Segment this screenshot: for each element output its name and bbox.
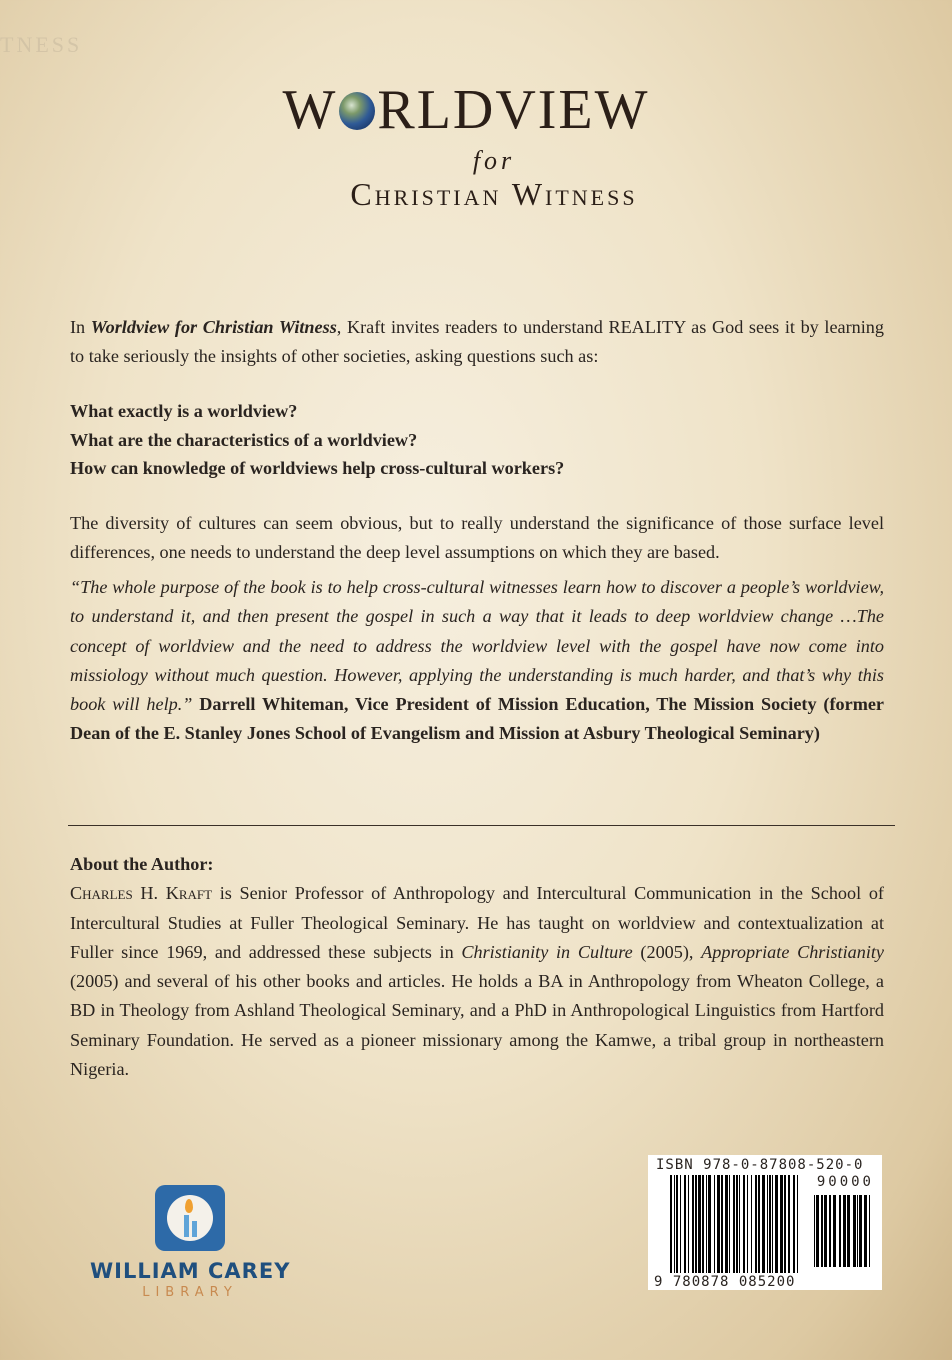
barcode-bar: [775, 1175, 778, 1273]
barcode-bar: [839, 1195, 841, 1267]
barcode-bar: [847, 1195, 850, 1267]
book-title: [0, 78, 942, 142]
barcode-bar: [816, 1195, 819, 1267]
barcode-bar: [684, 1175, 686, 1273]
barcode-bar: [780, 1175, 783, 1273]
barcode-bar: [833, 1195, 836, 1267]
barcode-bar: [733, 1175, 735, 1273]
barcode-bar: [853, 1195, 856, 1267]
barcode-bar: [788, 1175, 790, 1273]
intro-paragraph: In Worldview for Christian Witness, Kraft invites readers to understand REALITY as God sees it by learning to take seriously the insights of other societies, asking questions such as:: [70, 317, 884, 366]
barcode-bar: [702, 1175, 704, 1273]
barcode-bar: [714, 1175, 715, 1273]
about-heading: About the Author:: [70, 854, 214, 874]
barcode-bar: [670, 1175, 672, 1273]
barcode-bar: [784, 1175, 786, 1273]
candle-logo-icon: [155, 1185, 225, 1251]
question: What exactly is a worldview?: [70, 401, 298, 421]
barcode-bar: [857, 1195, 858, 1267]
publisher-name: WILLIAM CAREY: [90, 1259, 291, 1283]
barcode-bar: [859, 1195, 862, 1267]
isbn-barcode: [648, 1155, 882, 1290]
barcode-bar: [814, 1195, 815, 1267]
endorsement: [70, 573, 884, 749]
globe-icon: [339, 92, 375, 130]
author-name: Charles H. Kraft: [70, 883, 213, 904]
title-rest: RLDVIEW: [377, 79, 650, 141]
publisher-logo: [90, 1185, 290, 1300]
barcode-bar: [688, 1175, 689, 1273]
barcode-bar: [821, 1195, 823, 1267]
book-subtitle: Christian Witness: [350, 176, 638, 212]
barcode-bar: [869, 1195, 870, 1267]
barcode-bar: [729, 1175, 730, 1273]
barcode-bar: [758, 1175, 760, 1273]
barcode-bar: [708, 1175, 711, 1273]
barcode-bar: [762, 1175, 765, 1273]
barcode-bar: [769, 1175, 771, 1273]
barcode-bar: [695, 1175, 697, 1273]
barcode-bar: [706, 1175, 707, 1273]
barcode-bar: [864, 1195, 867, 1267]
barcode-bar: [829, 1195, 831, 1267]
diversity-paragraph: The diversity of cultures can seem obvious, but to really understand the significance of those surface level differences, one needs to understand the deep level assumptions on which they are based.: [70, 513, 884, 562]
barcode-bar: [767, 1175, 768, 1273]
endorsement-attribution: Darrell Whiteman, Vice President of Mission Education, The Mission Society (former Dean of the E. Stanley Jones School of Evangelism and Mission at Asbury Theological Seminary): [70, 694, 885, 744]
barcode-bar: [793, 1175, 795, 1273]
price-bars: [814, 1195, 874, 1267]
divider: [68, 825, 895, 826]
question: How can knowledge of worldviews help cross-cultural workers?: [70, 458, 565, 478]
barcode-bar: [692, 1175, 694, 1273]
isbn-text: ISBN 978-0-87808-520-0: [656, 1157, 864, 1173]
barcode-bar: [743, 1175, 745, 1273]
barcode-bar: [843, 1195, 846, 1267]
question: What are the characteristics of a worldview?: [70, 429, 418, 450]
barcode-digits: 9 780878 085200: [654, 1274, 796, 1290]
price-code: 90000: [816, 1174, 874, 1190]
barcode-bar: [772, 1175, 773, 1273]
title-initial: W: [282, 79, 338, 141]
barcode-bars: [670, 1175, 800, 1273]
publisher-sub: LIBRARY: [142, 1285, 238, 1300]
barcode-bar: [676, 1175, 678, 1273]
barcode-bar: [751, 1175, 752, 1273]
barcode-bar: [797, 1175, 798, 1273]
barcode-bar: [674, 1175, 675, 1273]
endorsement-quote: “The whole purpose of the book is to help cross-cultural witnesses learn how to discover a people’s worldview, to understand it, and then present the gospel in such a way that it leads to deep worldview change …The concept of worldview and the need to address the worldview level with the gospel have now come into missiology without much question. However, applying the understanding is much harder, and that’s why this book will help.”: [70, 577, 884, 715]
barcode-bar: [725, 1175, 728, 1273]
barcode-bar: [680, 1175, 681, 1273]
title-for: for: [472, 146, 516, 175]
barcode-bar: [717, 1175, 720, 1273]
barcode-bar: [739, 1175, 740, 1273]
barcode-bar: [747, 1175, 748, 1273]
barcode-bar: [736, 1175, 738, 1273]
barcode-bar: [721, 1175, 723, 1273]
about-author: About the Author: Charles H. Kraft is Senior Professor of Anthropology and Intercultural Communication in the School of Intercultural Studies at Fuller Theological Seminary. He has taught on worldview and contextualization at Fuller since 1969, and addressed these subjects in Christianity in Culture (2005), Appropriate Christianity (2005) and several of his other books and articles. He holds a BA in Anthropology from Wheaton College, a BD in Theology from Ashland Theological Seminary, and a PhD in Anthropological Linguistics from Hartford Seminary Foundation. He served as a pioneer missionary among the Kamwe, a tribal group in northeastern Nigeria.: [70, 850, 884, 1084]
question-list: [70, 397, 884, 483]
barcode-bar: [698, 1175, 701, 1273]
bleed-text: TNESS: [0, 32, 83, 57]
barcode-bar: [755, 1175, 757, 1273]
barcode-bar: [824, 1195, 827, 1267]
